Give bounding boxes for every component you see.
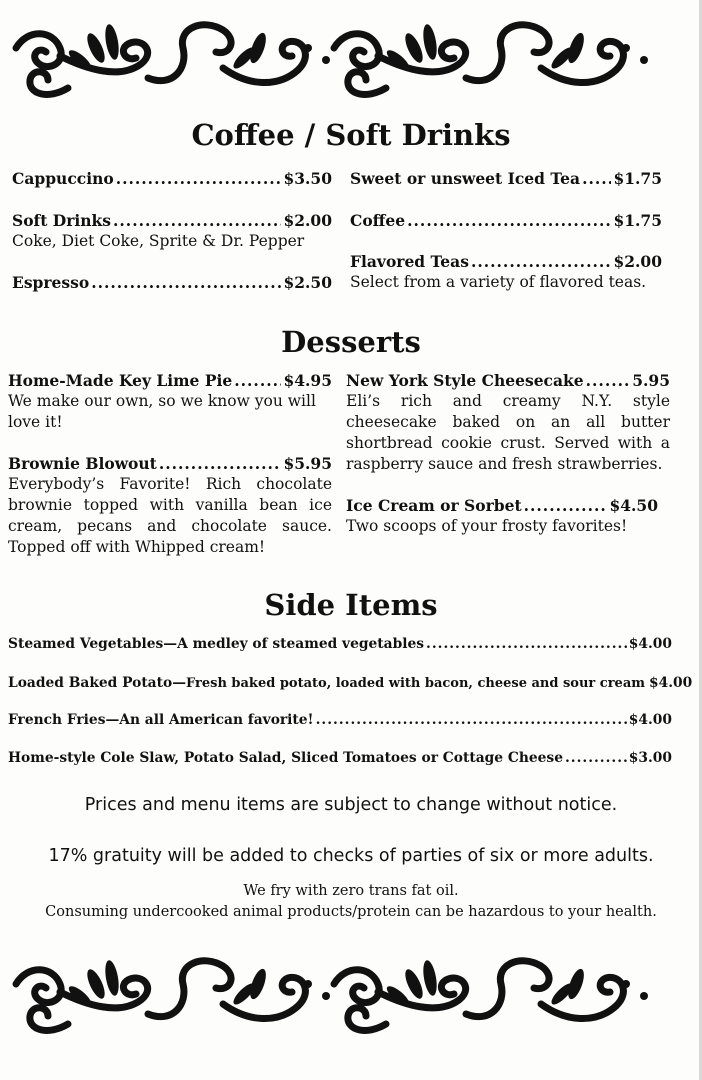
- menu-item-flavored-teas: [350, 251, 662, 293]
- menu-item-espresso: [12, 272, 332, 293]
- item-name: New York Style Cheesecake: [346, 371, 584, 390]
- item-description: Eli’s rich and creamy N.Y. style cheesecake baked on an all butter shortbread cookie crust. Served with a raspberry sauce and fresh strawberries.: [346, 392, 670, 473]
- item-name: Espresso: [12, 273, 90, 292]
- side-item: [8, 636, 672, 652]
- item-name: Loaded Baked Potato—: [8, 675, 186, 691]
- notice-prices: Prices and menu items are subject to change without notice.: [84, 795, 618, 815]
- item-price: $2.00: [283, 211, 332, 230]
- item-name: Cappuccino: [12, 169, 114, 188]
- menu-item-iced-tea: [350, 168, 662, 189]
- item-description: Select from a variety of flavored teas.: [350, 273, 647, 291]
- item-price: $5.95: [283, 454, 332, 473]
- menu-item-cheesecake: [346, 370, 670, 475]
- section-title-side-items: Side Items: [264, 588, 438, 622]
- side-item: [8, 675, 693, 691]
- item-name: Flavored Teas: [350, 252, 469, 271]
- item-description: Everybody’s Favorite! Rich chocolate brownie topped with vanilla bean ice cream, pecans and chocolate sauce. Topped off with Whipped cream!: [8, 475, 332, 556]
- section-title-coffee: Coffee / Soft Drinks: [191, 118, 511, 152]
- item-price: $4.50: [609, 496, 658, 515]
- item-description: We make our own, so we know you will love it!: [8, 392, 316, 431]
- leader-dots: [159, 453, 282, 474]
- item-description: Two scoops of your frosty favorites!: [346, 517, 628, 535]
- item-name: Home-Made Key Lime Pie: [8, 371, 233, 390]
- item-name: Steamed Vegetables—A medley of steamed vegetables: [8, 636, 425, 652]
- menu-item-cappuccino: [12, 168, 332, 189]
- menu-item-key-lime-pie: [8, 370, 332, 433]
- item-name: Sweet or unsweet Iced Tea: [350, 169, 581, 188]
- menu-item-soft-drinks: [12, 210, 332, 252]
- notice-trans-fat: We fry with zero trans fat oil.: [243, 883, 459, 899]
- scroll-flourish-icon: [8, 944, 660, 1044]
- item-name: Home-style Cole Slaw, Potato Salad, Sliced Tomatoes or Cottage Cheese: [8, 750, 563, 766]
- item-name: Brownie Blowout: [8, 454, 157, 473]
- item-description: Fresh baked potato, loaded with bacon, cheese and sour cream: [186, 676, 646, 691]
- item-price: $4.00: [628, 636, 672, 652]
- item-price: $2.00: [613, 252, 662, 271]
- leader-dots: [426, 636, 627, 652]
- section-title-desserts: Desserts: [281, 325, 421, 359]
- menu-item-ice-cream: [346, 495, 658, 537]
- leader-dots: [91, 272, 281, 293]
- item-name: Coffee: [350, 211, 406, 230]
- item-description: Coke, Diet Coke, Sprite & Dr. Pepper: [12, 232, 305, 250]
- item-price: $3.50: [283, 169, 332, 188]
- item-price: $1.75: [613, 169, 662, 188]
- leader-dots: [407, 210, 611, 231]
- notice-undercooked: Consuming undercooked animal products/protein can be hazardous to your health.: [45, 904, 657, 920]
- side-item: [8, 750, 672, 766]
- menu-item-coffee: [350, 210, 662, 231]
- leader-dots: [582, 168, 611, 189]
- leader-dots: [116, 168, 282, 189]
- leader-dots: [316, 712, 627, 728]
- leader-dots: [565, 750, 627, 766]
- item-price: $3.00: [628, 750, 672, 766]
- leader-dots: [524, 495, 608, 516]
- item-price: $1.75: [613, 211, 662, 230]
- item-price: $4.95: [283, 371, 332, 390]
- item-price: $4.00: [649, 675, 693, 691]
- leader-dots: [586, 370, 631, 391]
- item-price: $2.50: [283, 273, 332, 292]
- leader-dots: [471, 251, 612, 272]
- leader-dots: [113, 210, 281, 231]
- notice-gratuity: 17% gratuity will be added to checks of parties of six or more adults.: [48, 846, 654, 866]
- scroll-flourish-icon: [8, 8, 660, 108]
- item-price: $4.00: [628, 712, 672, 728]
- item-price: 5.95: [632, 371, 670, 390]
- leader-dots: [234, 370, 281, 391]
- item-name: Soft Drinks: [12, 211, 111, 230]
- item-name: French Fries—An all American favorite!: [8, 712, 314, 728]
- menu-item-brownie-blowout: [8, 453, 332, 558]
- side-item: [8, 712, 672, 728]
- item-name: Ice Cream or Sorbet: [346, 496, 522, 515]
